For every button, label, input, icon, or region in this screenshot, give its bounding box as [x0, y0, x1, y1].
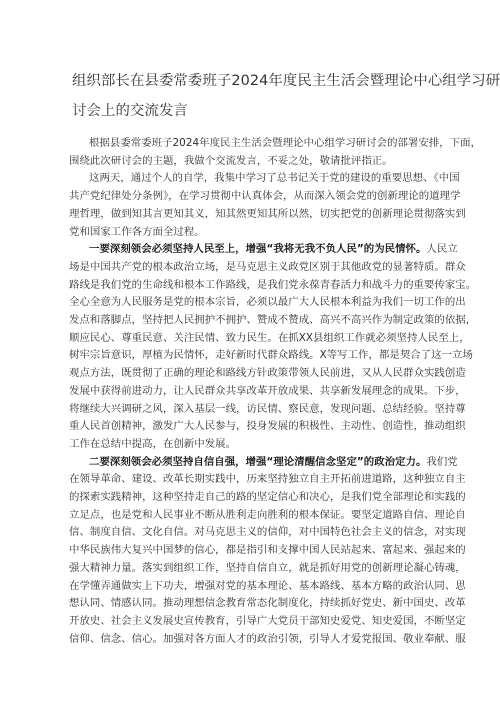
body-text: 将继续大兴调研之风，深入基层一线，访民情、察民意，发现问题、总结经验。坚持尊 — [69, 402, 466, 415]
body-text: 强大精神力量。落实到组织工作，坚持自信自立，就是抓好用党的创新理论凝心铸魂， — [69, 561, 466, 574]
body-text: 党和国家工作各方面全过程。 — [69, 225, 205, 238]
body-line — [69, 225, 205, 239]
section-heading: 一要深刻领会必须坚持人民至上，增强“我将无我不负人民”的为民情怀。 — [89, 243, 427, 256]
body-line — [69, 189, 461, 203]
body-line — [69, 632, 466, 646]
body-line — [69, 543, 466, 557]
body-line — [69, 366, 466, 380]
body-text: 顺应民心、尊重民意、关注民情、致力民生。在抓XX县组织工作就必须坚持人民至上， — [69, 331, 470, 344]
body-line — [69, 508, 466, 522]
body-line — [69, 490, 466, 504]
body-text: 想认同、情感认同。推动理想信念教育常态化制度化，持续抓好党史、新中国史、改革 — [69, 597, 466, 610]
body-text: 理哲理，做到知其言更知其义，知其然更知其所以然，切实把党的创新理论贯彻落实到 — [69, 207, 466, 220]
body-line — [69, 295, 466, 309]
body-text: 围绕此次研讨会的主题，我做个交流发言，不妥之处，敬请批评指正。 — [69, 154, 393, 167]
body-line — [69, 402, 466, 416]
body-line — [69, 207, 466, 221]
document-title-line-2: 讨会上的交流发言 — [72, 103, 188, 119]
section-heading: 二要深刻领会必须坚持自信自强，增强“理论清醒信念坚定”的政治定力。 — [89, 455, 427, 468]
body-line — [69, 614, 466, 628]
body-text: 我们党 — [426, 455, 458, 468]
body-line — [69, 579, 466, 593]
body-text: 重人民首创精神，激发广大人民参与，投身发展的积极性、主动性、创造性，推动组织 — [69, 420, 466, 433]
body-text: 工作在总结中提高，在创新中发展。 — [69, 437, 237, 450]
body-line — [89, 242, 458, 256]
body-line — [69, 419, 466, 433]
body-line — [69, 278, 476, 292]
body-line — [69, 348, 473, 362]
body-text: 人民立 — [426, 243, 458, 256]
body-text: 发展中获得前进动力，让人民群众共享改革开放成果、共享新发展理念的成果。下步， — [69, 384, 466, 397]
document-title-line-1: 组织部长在县委常委班子2024年度民主生活会暨理论中心组学习研 — [72, 73, 500, 89]
body-text: 立足点，也是党和人民事业不断从胜利走向胜利的根本保证。要坚定道路自信、理论自 — [69, 508, 466, 521]
body-text: 开放史、社会主义发展史宣传教育，引导广大党员干部知史爱党、知史爱国，不断坚定 — [69, 614, 466, 627]
body-line — [69, 384, 466, 398]
body-text: 全心全意为人民服务是党的根本宗旨，必须以最广大人民根本利益为我们一切工作的出 — [69, 296, 466, 309]
body-text: 场是中国共产党的根本政治立场，是马克思主义政党区别于其他政党的显著特质。群众 — [69, 260, 466, 273]
body-line — [69, 596, 466, 610]
body-line — [69, 437, 236, 451]
body-line — [69, 331, 470, 345]
body-text: 信仰、信念、信心。加强对各方面人才的政治引领，引导人才爱党报国、敬业奉献、服 — [69, 632, 466, 645]
body-text: 中华民族伟大复兴中国梦的信心，都是指引和支撑中国人民站起来、富起来、强起来的 — [69, 544, 466, 557]
body-text: 这两天，通过个人的自学，我集中学习了总书记关于党的建设的重要思想、《中国 — [89, 172, 460, 185]
body-line — [69, 260, 466, 274]
body-text: 在学懂弄通做实上下功夫，增强对党的基本理论、基本路线、基本方略的政治认同、思 — [69, 579, 466, 592]
body-text: 共产党纪律处分条例》，在学习贯彻中认真体会，从而深入领会党的创新理论的道理学 — [69, 190, 461, 203]
body-line — [69, 313, 476, 327]
body-text: 的探索实践精神，这种坚持走自己的路的坚定信心和决心，是我们党全部理论和实践的 — [69, 491, 466, 503]
body-line — [69, 472, 466, 486]
body-text: 根据县委常委班子2024年度民主生活会暨理论中心组学习研讨会的部署安排，下面， — [89, 137, 482, 149]
body-line — [69, 525, 466, 539]
body-text: 树牢宗旨意识，厚植为民情怀，走好新时代群众路线。X等写工作，都是契合了这一立场 — [69, 349, 473, 362]
body-text: 发点和落脚点，坚持把人民拥护不拥护、赞成不赞成、高兴不高兴作为制定政策的依据， — [69, 314, 477, 326]
body-line — [69, 154, 393, 168]
body-line — [89, 171, 460, 185]
body-text: 路线是我们党的生命线和根本工作路线，是我们党永葆青春活力和战斗力的重要传家宝。 — [69, 278, 477, 291]
body-text: 在领导革命、建设、改革长期实践中，历来坚持独立自主开拓前进道路，这种独立自主 — [69, 473, 466, 486]
body-text: 观点方法，既贯彻了正确的理论和路线方针政策带领人民前进，又从人民群众实践创造 — [69, 367, 466, 380]
body-line — [89, 136, 481, 150]
body-line — [89, 455, 458, 469]
body-text: 信、制度自信、文化自信。对马克思主义的信仰，对中国特色社会主义的信念，对实现 — [69, 526, 466, 539]
body-line — [69, 561, 466, 575]
